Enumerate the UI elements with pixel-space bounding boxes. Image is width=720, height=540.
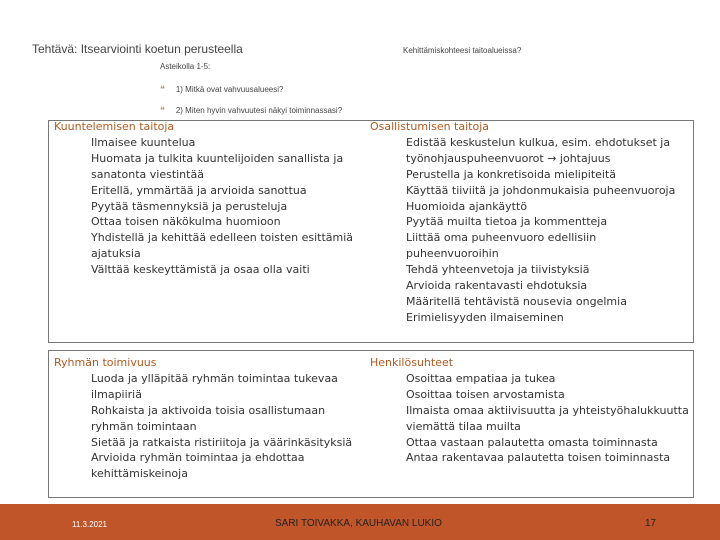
section-relationships bbox=[370, 355, 690, 466]
list-item: Edistää keskustelun kulkua, esim. ehdotukset ja työnohjauspuheenvuorot → johtajuus bbox=[406, 135, 671, 165]
bullet-icon: ❝ bbox=[160, 84, 165, 94]
bullet-icon: ❝ bbox=[160, 105, 165, 115]
list-item: Huomioida ajankäyttö bbox=[406, 199, 528, 213]
section-heading: Ryhmän toimivuus bbox=[54, 356, 157, 369]
list-item: Sietää ja ratkaista ristiriitoja ja väärinkäsityksiä bbox=[91, 435, 353, 449]
list-item: Erimielisyyden ilmaiseminen bbox=[406, 310, 564, 324]
list-item: Eritellä, ymmärtää ja arvioida sanottua bbox=[91, 183, 307, 197]
list-item: Osoittaa empatiaa ja tukea bbox=[406, 371, 556, 385]
list-item: Luoda ja ylläpitää ryhmän toimintaa tukevaa ilmapiiriä bbox=[91, 371, 338, 401]
list-item: Osoittaa toisen arvostamista bbox=[406, 387, 565, 401]
section-heading: Henkilösuhteet bbox=[370, 356, 454, 369]
list-item: Arvioida rakentavasti ehdotuksia bbox=[406, 279, 588, 293]
list-item: Yhdistellä ja kehittää edelleen toisten esittämiä ajatuksia bbox=[91, 231, 354, 261]
section-heading: Kuuntelemisen taitoja bbox=[54, 120, 175, 133]
list-item: Tehdä yhteenvetoja ja tiivistyksiä bbox=[406, 263, 590, 277]
list-item: Pyytää täsmennyksiä ja perusteluja bbox=[91, 199, 288, 213]
question-1-text: 1) Mitkä ovat vahvuusalueesi? bbox=[175, 85, 284, 94]
list-item: Antaa rakentavaa palautetta toisen toiminnasta bbox=[406, 451, 671, 465]
footer-author: SARI TOIVAKKA, KAUHAVAN LUKIO bbox=[275, 518, 442, 529]
list-item: Ilmaisee kuuntelua bbox=[91, 135, 196, 149]
footer-bar bbox=[0, 504, 720, 540]
question-2 bbox=[160, 105, 342, 116]
question-2-text: 2) Miten hyvin vahvuutesi näkyi toiminnassasi? bbox=[175, 106, 343, 115]
section-listening bbox=[54, 119, 354, 278]
section-group-function bbox=[54, 355, 354, 482]
list-item: Käyttää tiiviitä ja johdonmukaisia puheenvuoroja bbox=[406, 183, 676, 197]
list-item: Pyytää muilta tietoa ja kommentteja bbox=[406, 215, 608, 229]
scale-label: Asteikolla 1-5: bbox=[160, 62, 211, 71]
development-question: Kehittämiskohteesi taitoalueissa? bbox=[403, 46, 522, 55]
footer-date: 11.3.2021 bbox=[72, 520, 107, 529]
page-number: 17 bbox=[645, 518, 657, 529]
list-item: Rohkaista ja aktivoida toisia osallistumaan ryhmän toimintaan bbox=[91, 403, 326, 433]
list-item: Määritellä tehtävistä nousevia ongelmia bbox=[406, 294, 627, 308]
list-item: Perustella ja konkretisoida mielipiteitä bbox=[406, 167, 617, 181]
list-item: Huomata ja tulkita kuuntelijoiden sanallista ja sanatonta viestintää bbox=[91, 151, 344, 181]
list-item: Ilmaista omaa aktiivisuutta ja yhteistyöhalukkuutta viemättä tilaa muilta bbox=[406, 403, 689, 433]
list-item: Ottaa vastaan palautetta omasta toiminnasta bbox=[406, 435, 658, 449]
list-item: Liittää oma puheenvuoro edellisiin puheenvuoroihin bbox=[406, 231, 597, 261]
section-participation bbox=[370, 119, 690, 326]
list-item: Arvioida ryhmän toimintaa ja ehdottaa kehittämiskeinoja bbox=[91, 451, 305, 481]
list-item: Ottaa toisen näkökulma huomioon bbox=[91, 215, 281, 229]
list-item: Välttää keskeyttämistä ja osaa olla vaiti bbox=[91, 263, 310, 277]
slide-title: Tehtävä: Itsearviointi koetun perusteella bbox=[32, 42, 243, 56]
question-1 bbox=[160, 84, 283, 95]
section-heading: Osallistumisen taitoja bbox=[370, 120, 490, 133]
